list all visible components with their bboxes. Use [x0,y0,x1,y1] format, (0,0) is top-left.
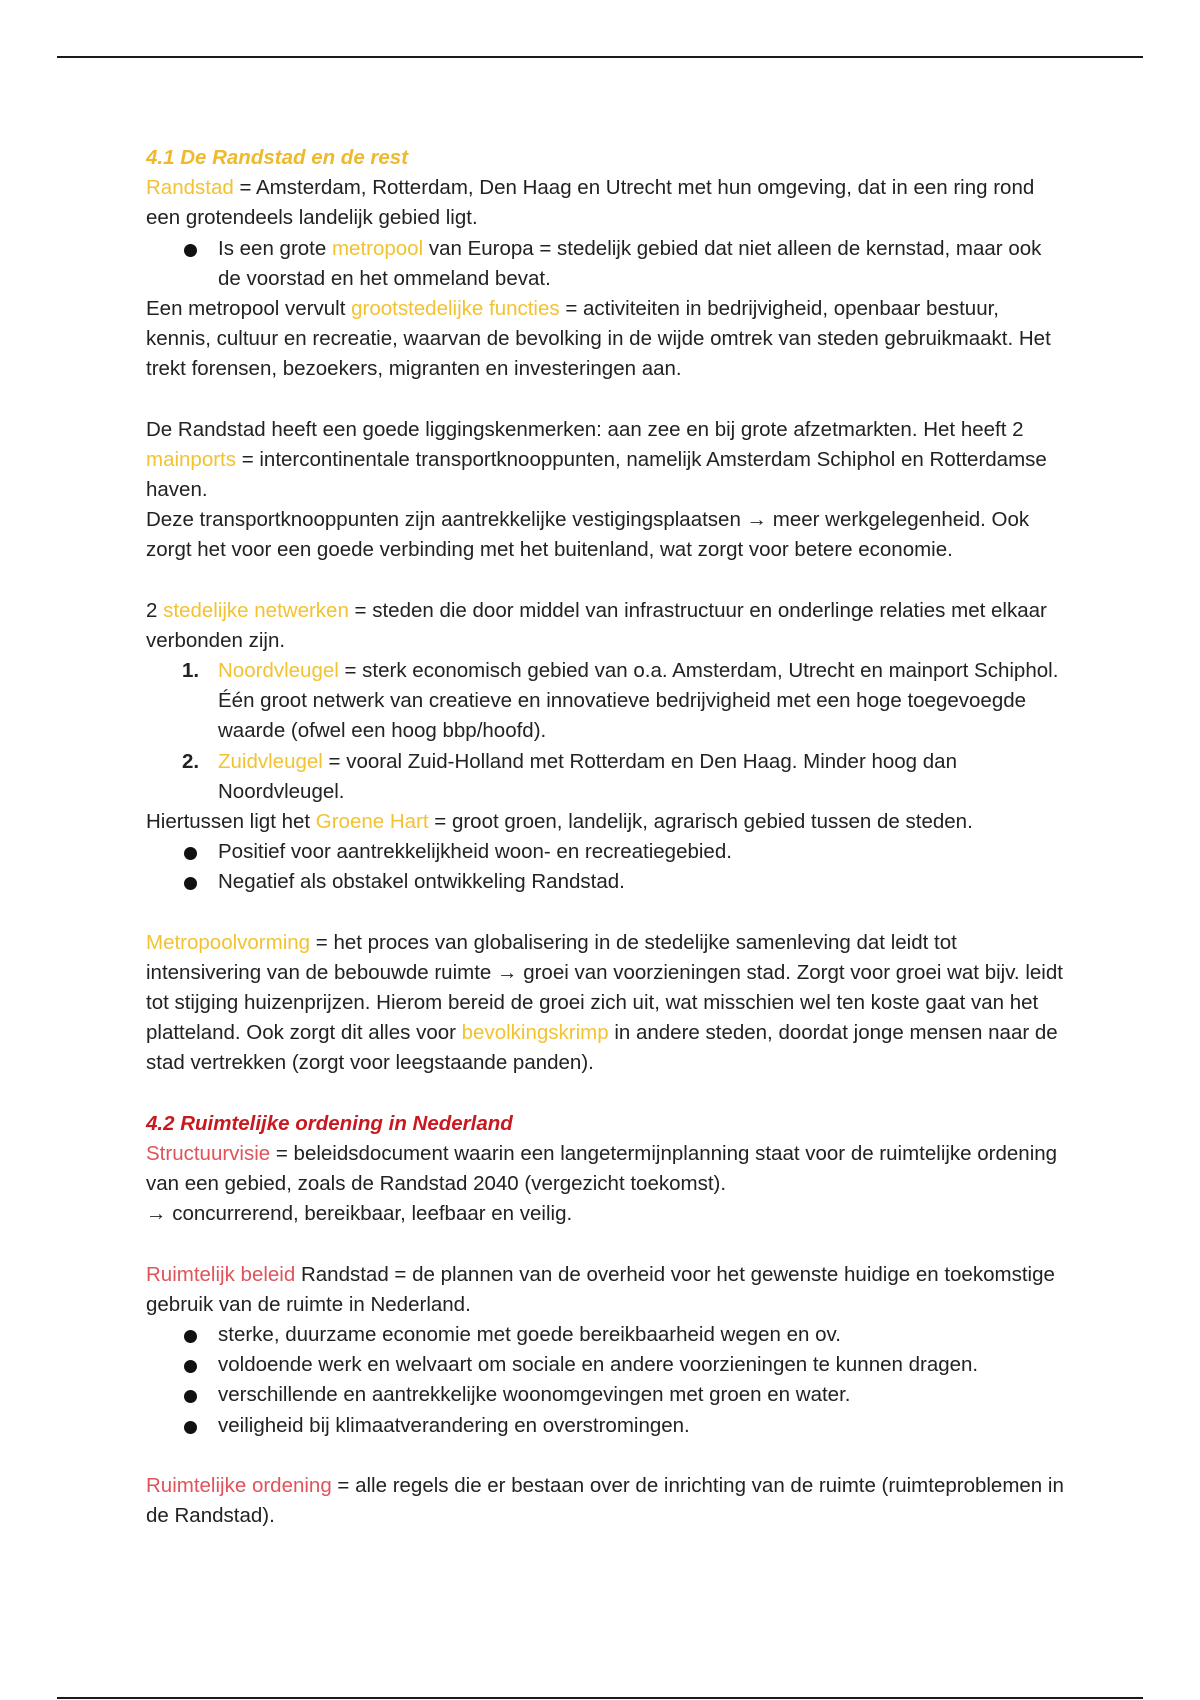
functies-paragraph: Een metropool vervult grootstedelijke functies = activiteiten in bedrijvigheid, openbaar bestuur, kennis, cultuur en recreatie, waarvan de bevolking in de wijde omtrek van steden gebruikmaakt. Het trekt forensen, bezoekers, migranten en investeringen aan. [146,297,1051,381]
bottom-rule [57,1697,1143,1699]
section-heading-4-2: 4.2 Ruimtelijke ordening in Nederland [146,1111,513,1135]
metropool-list [146,234,1066,294]
vleugel-list [146,656,1066,807]
term-ruimtelijke-ordening: Ruimtelijke ordening [146,1473,332,1497]
term-noordvleugel: Noordvleugel [218,659,339,683]
metropoolvorming-paragraph: Metropoolvorming = het proces van globalisering in de stedelijke samenleving dat leidt tot intensivering van de bebouwde ruimte → groei van voorzieningen stad. Zorgt voor groei wat bijv. leidt tot stijging huizenprijzen. Hierom bereid de groei zich uit, wat misschien wel ten koste gaat van het platteland. Ook zorgt dit alles voor bevolkingskrimp in andere steden, doordat jonge mensen naar de stad vertrekken (zorgt voor leegstaande panden). [146,930,1063,1075]
structuurvisie-arrow: → concurrerend, bereikbaar, leefbaar en veilig. [146,1202,573,1226]
document-content [146,143,1066,1531]
netwerken-paragraph: 2 stedelijke netwerken = steden die door middel van infrastructuur en onderlinge relaties met elkaar verbonden zijn. [146,598,1047,652]
beleid-paragraph: Ruimtelijk beleid Randstad = de plannen van de overheid voor het gewenste huidige en toekomstige gebruik van de ruimte in Nederland. [146,1262,1055,1316]
list-item: verschillende en aantrekkelijke woonomgevingen met groen en water. [146,1380,1066,1410]
list-item: sterke, duurzame economie met goede bereikbaarheid wegen en ov. [146,1320,1066,1350]
list-item: Negatief als obstakel ontwikkeling Randstad. [146,867,1066,897]
term-groene-hart: Groene Hart [315,810,429,834]
structuurvisie-paragraph: Structuurvisie = beleidsdocument waarin een langetermijnplanning staat voor de ruimtelijke ordening van een gebied, zoals de Randstad 2040 (vergezicht toekomst). [146,1141,1058,1196]
term-ruimtelijk-beleid: Ruimtelijk beleid [146,1262,296,1286]
list-item: Is een grote metropool van Europa = stedelijk gebied dat niet alleen de kernstad, maar ook de voorstad en het ommeland bevat. [146,234,1066,294]
term-metropoolvorming: Metropoolvorming [146,930,311,954]
transport-paragraph: Deze transportknooppunten zijn aantrekkelijke vestigingsplaatsen → meer werkgelegenheid. Ook zorgt het voor een goede verbinding met het buitenland, wat zorgt voor betere economie. [146,508,1030,562]
randstad-definition: Randstad = Amsterdam, Rotterdam, Den Haag en Utrecht met hun omgeving, dat in een ring rond een grotendeels landelijk gebied ligt. [146,176,1035,230]
groene-hart-list [146,837,1066,897]
list-item: 1. Noordvleugel = sterk economisch gebied van o.a. Amsterdam, Utrecht en mainport Schiphol. Één groot netwerk van creatieve en innovatieve bedrijvigheid met een hoge toegevoegde waarde (ofwel een hoog bbp/hoofd). [182,659,1059,743]
term-metropool: metropool [331,236,424,260]
term-bevolkingskrimp: bevolkingskrimp [461,1021,609,1045]
list-item: Positief voor aantrekkelijkheid woon- en recreatiegebied. [146,837,1066,867]
section-heading-4-1: 4.1 De Randstad en de rest [146,146,409,169]
list-item: veiligheid bij klimaatverandering en overstromingen. [146,1411,1066,1441]
term-randstad: Randstad [146,176,234,200]
term-zuidvleugel: Zuidvleugel [218,749,323,773]
mainports-paragraph: De Randstad heeft een goede liggingskenmerken: aan zee en bij grote afzetmarkten. Het heeft 2 mainports = intercontinentale transportknooppunten, namelijk Amsterdam Schiphol en Rotterdamse haven. [146,417,1047,502]
groene-hart-paragraph: Hiertussen ligt het Groene Hart = groot groen, landelijk, agrarisch gebied tussen de steden. [146,810,973,834]
term-stedelijke-netwerken: stedelijke netwerken [163,598,349,622]
top-rule [57,56,1143,58]
term-structuurvisie: Structuurvisie [146,1141,271,1165]
list-item: voldoende werk en welvaart om sociale en andere voorzieningen te kunnen dragen. [146,1350,1066,1380]
term-mainports: mainports [146,447,237,471]
beleid-list [146,1320,1066,1441]
ordening-paragraph: Ruimtelijke ordening = alle regels die er bestaan over de inrichting van de ruimte (ruimteproblemen in de Randstad). [146,1473,1064,1527]
term-grootstedelijke-functies: grootstedelijke functies [351,297,560,321]
list-item: 2. Zuidvleugel = vooral Zuid-Holland met Rotterdam en Den Haag. Minder hoog dan Noordvleugel. [182,749,957,803]
